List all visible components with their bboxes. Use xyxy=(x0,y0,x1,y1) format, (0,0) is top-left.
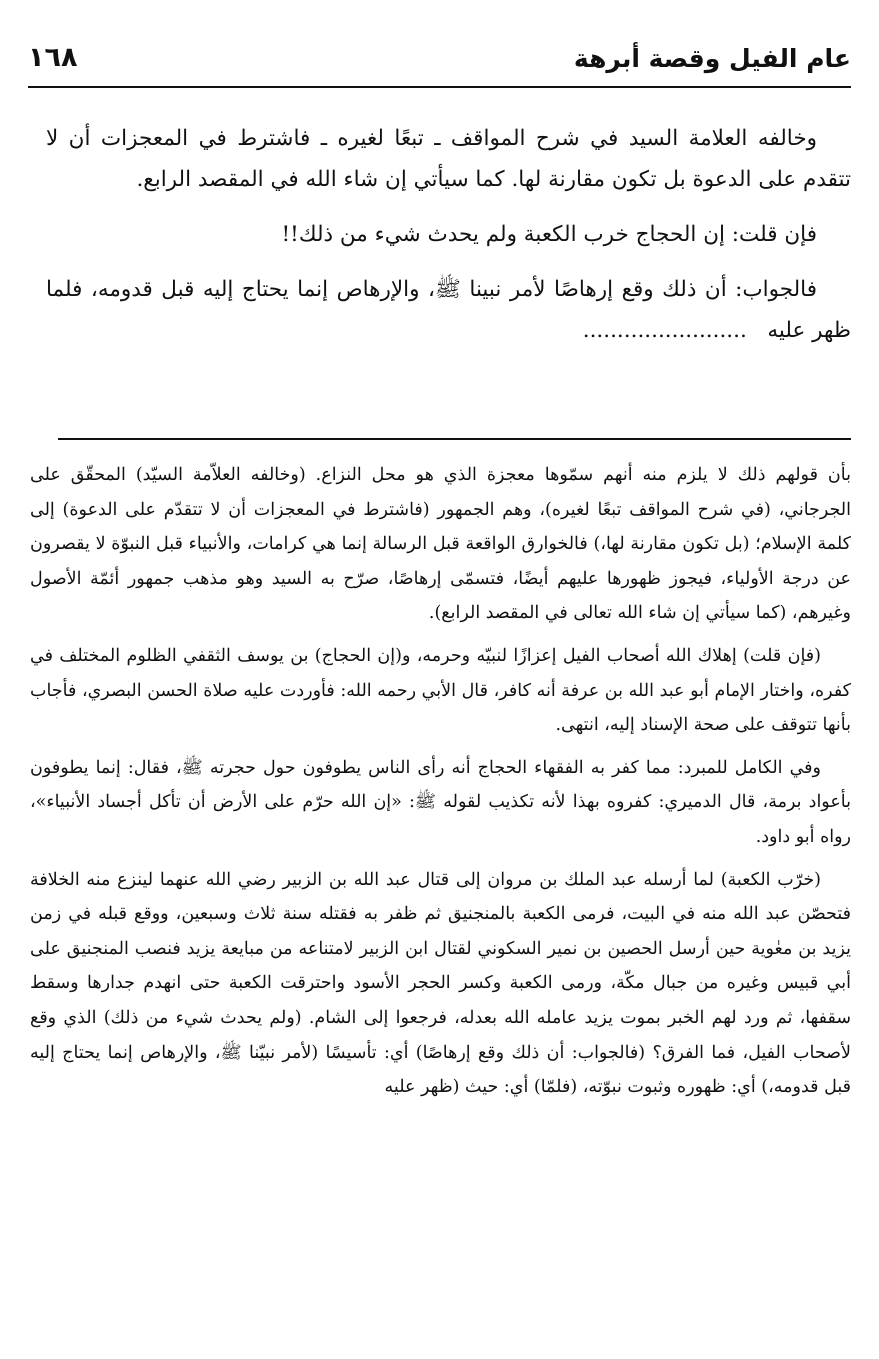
main-paragraph: وخالفه العلامة السيد في شرح المواقف ـ تبعًا لغيره ـ فاشترط في المعجزات أن لا تتقدم على الدعوة بل تكون مقارنة لها. كما سيأتي إن شاء الله في المقصد الرابع. xyxy=(46,126,851,192)
running-title: عام الفيل وقصة أبرهة xyxy=(573,44,851,73)
commentary-paragraph: بأن قولهم ذلك لا يلزم منه أنهم سمّوها معجزة الذي هو محل النزاع. (وخالفه العلاّمة السيّد) المحقّق على الجرجاني، (في شرح المواقف تبعًا لغيره)، وهم الجمهور (فاشترط في المعجزات أن لا تتقدّم على الدعوة) إلى كلمة الإسلام؛ (بل تكون مقارنة لها،) فالخوارق الواقعة قبل الرسالة إنما هي كرامات، والأنبياء قبل النبوّة لا يقصرون عن درجة الأولياء، فيجوز ظهورها عليهم أيضًا، فتسمّى إرهاصًا، صرّح به السيد وهو مذهب جمهور أئمّة الأصول وغيرهم، (كما سيأتي إن شاء الله تعالى في المقصد الرابع). xyxy=(30,465,851,624)
page-header xyxy=(28,38,851,88)
commentary-paragraph: (خرّب الكعبة) لما أرسله عبد الملك بن مروان إلى قتال عبد الله بن الزبير رضي الله عنهما لينزع منه الخلافة فتحصّن عبد الله منه في البيت، فرمى الكعبة بالمنجنيق ثم ظفر به فقتله سنة ثلاث وسبعين، ووقع قبله في زمن يزيد بن معٰوية حين أرسل الحصين بن نمير السكوني لقتال ابن الزبير لامتناعه من مبايعة يزيد فنصب المنجنيق على أبي قبيس وغيره من جبال مكّة، ورمى الكعبة وكسر الحجر الأسود واحترقت الكعبة حتى انهدم جدارها وسقط سقفها، ثم ورد لهم الخبر بموت يزيد عامله الله بعدله، فرجعوا إلى الشام. (ولم يحدث شيء من ذلك) الذي وقع لأصحاب الفيل، فما الفرق؟ (فالجواب: أن ذلك وقع إرهاصًا) أي: تأسيسًا (لأمر نبيّنا ﷺ، والإرهاص إنما يحتاج إليه قبل قدومه،) أي: ظهوره وثبوت نبوّته، (فلمّا) أي: حيث (ظهر عليه xyxy=(30,869,851,1098)
section-divider xyxy=(58,438,851,440)
commentary-text xyxy=(30,458,851,1105)
main-paragraph: فإن قلت: إن الحجاج خرب الكعبة ولم يحدث شيء من ذلك!! xyxy=(281,222,817,247)
main-paragraph xyxy=(46,269,851,351)
main-text xyxy=(46,118,851,351)
commentary-paragraph: وفي الكامل للمبرد: مما كفر به الفقهاء الحجاج أنه رأى الناس يطوفون حول حجرته ﷺ، فقال: إنما يطوفون بأعواد برمة، قال الدميري: كفروه بهذا لأنه تكذيب لقوله ﷺ: «إن الله حرّم على الأرض أن تأكل أجساد الأنبياء»، رواه أبو داود. xyxy=(30,757,851,847)
continuation-dots: ........................ xyxy=(582,318,747,343)
page-number: ١٦٨ xyxy=(28,42,78,73)
commentary-paragraph: (فإن قلت) إهلاك الله أصحاب الفيل إعزازًا لنبيّه وحرمه، و(إن الحجاج) بن يوسف الثقفي الظلوم المختلف في كفره، واختار الإمام أبو عبد الله بن عرفة أنه كافر، قال الأبي رحمه الله: فأوردت عليه صلاة الحسن البصري، فأجاب بأنها تتوقف على صحة الإسناد إليه، انتهى. xyxy=(30,645,851,736)
main-paragraph-text: فالجواب: أن ذلك وقع إرهاصًا لأمر نبينا ﷺ، والإرهاص إنما يحتاج إليه قبل قدومه، فلما ظهر عليه xyxy=(46,277,851,343)
